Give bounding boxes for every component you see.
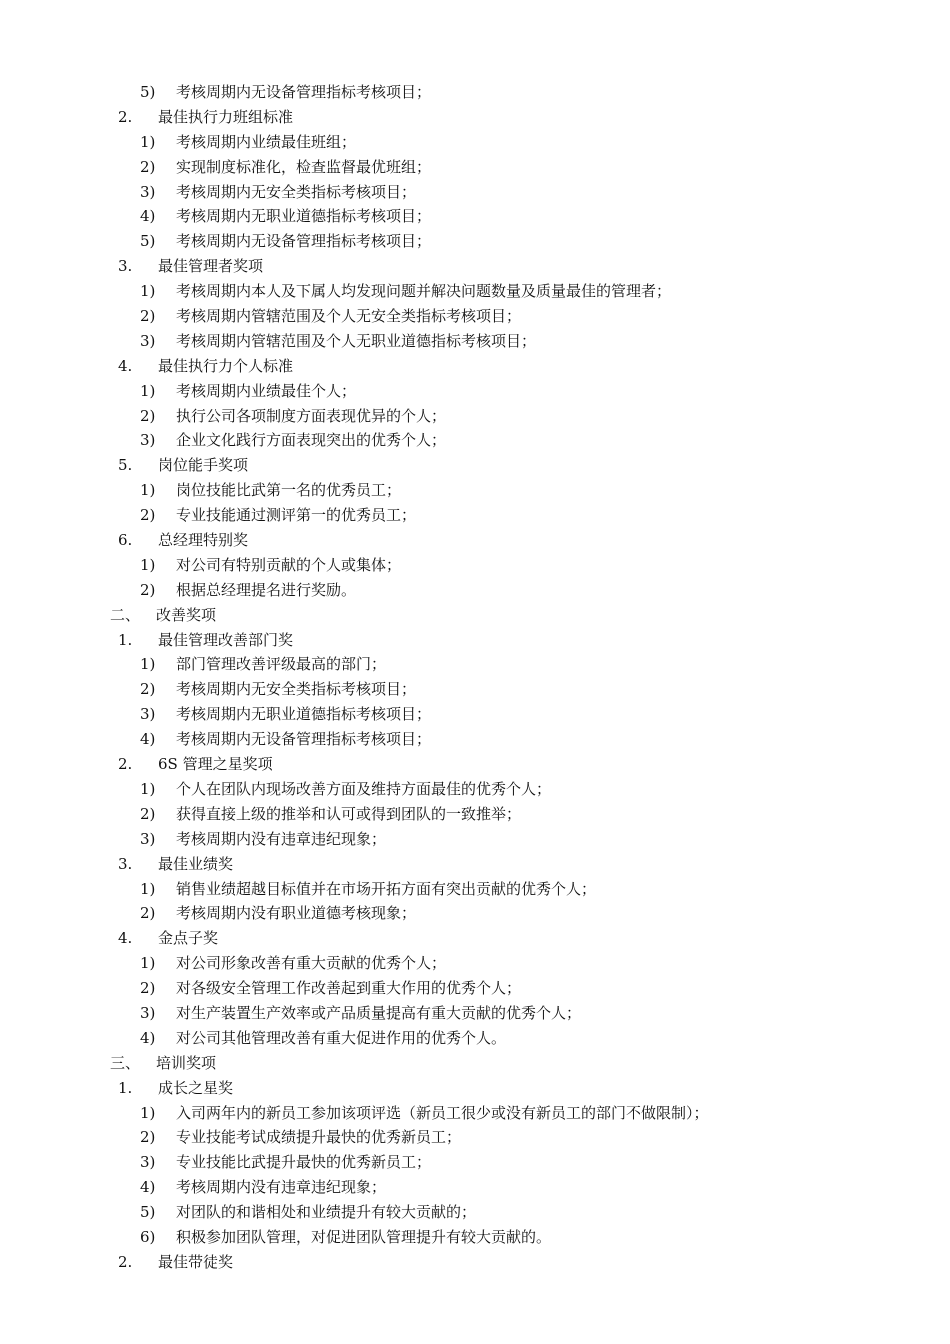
- item-number: 3.: [118, 854, 133, 873]
- item-number: 1.: [118, 630, 133, 649]
- subsection-heading: [0, 453, 950, 478]
- item-text: 对公司其他管理改善有重大促进作用的优秀个人。: [176, 1028, 507, 1047]
- item-number: 3): [140, 1153, 156, 1172]
- list-item: [0, 1150, 950, 1175]
- subsection-heading: [0, 926, 950, 951]
- list-item: [0, 553, 950, 578]
- item-number: 3): [140, 1003, 156, 1022]
- item-number: 2.: [118, 1252, 133, 1271]
- item-text: 专业技能比武提升最快的优秀新员工；: [176, 1153, 432, 1172]
- item-number: 4): [140, 730, 156, 749]
- item-number: 2): [140, 157, 156, 176]
- list-item: [0, 1101, 950, 1126]
- item-text: 实现制度标准化，检查监督最优班组；: [176, 157, 432, 176]
- list-item: [0, 901, 950, 926]
- list-item: [0, 204, 950, 229]
- item-text: 岗位能手奖项: [158, 456, 249, 475]
- item-text: 考核周期内没有违章违纪现象；: [176, 1178, 387, 1197]
- item-text: 最佳管理者奖项: [158, 257, 264, 276]
- item-number: 1): [140, 381, 156, 400]
- item-text: 成长之星奖: [158, 1078, 234, 1097]
- list-item: [0, 304, 950, 329]
- item-number: 1): [140, 1103, 156, 1122]
- item-number: 2.: [118, 107, 133, 126]
- item-text: 考核周期内业绩最佳班组；: [176, 132, 357, 151]
- item-number: 2): [140, 307, 156, 326]
- list-item: [0, 329, 950, 354]
- list-item: [0, 229, 950, 254]
- item-text: 对公司有特别贡献的个人或集体；: [176, 555, 402, 574]
- item-text: 最佳带徒奖: [158, 1252, 234, 1271]
- item-number: 4): [140, 1028, 156, 1047]
- item-number: 5): [140, 232, 156, 251]
- item-text: 岗位技能比武第一名的优秀员工；: [176, 481, 402, 500]
- item-number: 三、: [110, 1053, 141, 1072]
- list-item: [0, 951, 950, 976]
- item-number: 2): [140, 406, 156, 425]
- item-number: 3): [140, 705, 156, 724]
- item-text: 考核周期内业绩最佳个人；: [176, 381, 357, 400]
- list-item: [0, 503, 950, 528]
- item-number: 3.: [118, 257, 133, 276]
- item-text: 部门管理改善评级最高的部门；: [176, 655, 387, 674]
- item-number: 4): [140, 207, 156, 226]
- item-number: 6.: [118, 531, 133, 550]
- item-number: 3): [140, 829, 156, 848]
- list-item: [0, 727, 950, 752]
- subsection-heading: [0, 628, 950, 653]
- item-number: 1): [140, 879, 156, 898]
- item-number: 2): [140, 904, 156, 923]
- section-heading: [0, 603, 950, 628]
- list-item: [0, 1200, 950, 1225]
- list-item: [0, 1175, 950, 1200]
- item-text: 最佳执行力个人标准: [158, 356, 294, 375]
- item-text: 企业文化践行方面表现突出的优秀个人；: [176, 431, 447, 450]
- item-text: 积极参加团队管理，对促进团队管理提升有较大贡献的。: [176, 1227, 552, 1246]
- list-item: [0, 279, 950, 304]
- item-text: 考核周期内无职业道德指标考核项目；: [176, 705, 432, 724]
- item-text: 总经理特别奖: [158, 531, 249, 550]
- item-text: 个人在团队内现场改善方面及维持方面最佳的优秀个人；: [176, 779, 552, 798]
- item-text: 考核周期内无职业道德指标考核项目；: [176, 207, 432, 226]
- list-item: [0, 578, 950, 603]
- item-text: 改善奖项: [156, 605, 217, 624]
- item-number: 2): [140, 680, 156, 699]
- list-item: [0, 428, 950, 453]
- subsection-heading: [0, 1076, 950, 1101]
- list-item: [0, 702, 950, 727]
- list-item: [0, 1125, 950, 1150]
- item-number: 4): [140, 1178, 156, 1197]
- item-number: 2): [140, 580, 156, 599]
- list-item: [0, 379, 950, 404]
- list-item: [0, 877, 950, 902]
- item-number: 3): [140, 431, 156, 450]
- list-item: [0, 478, 950, 503]
- item-number: 2.: [118, 755, 133, 774]
- item-number: 6): [140, 1227, 156, 1246]
- list-item: [0, 976, 950, 1001]
- item-number: 1): [140, 779, 156, 798]
- list-item: [0, 404, 950, 429]
- item-number: 1): [140, 481, 156, 500]
- item-number: 3): [140, 182, 156, 201]
- list-item: [0, 802, 950, 827]
- item-text: 6S 管理之星奖项: [158, 755, 273, 774]
- item-text: 考核周期内没有职业道德考核现象；: [176, 904, 417, 923]
- item-text: 对生产装置生产效率或产品质量提高有重大贡献的优秀个人；: [176, 1003, 582, 1022]
- list-item: [0, 80, 950, 105]
- section-heading: [0, 1051, 950, 1076]
- item-number: 3): [140, 331, 156, 350]
- list-item: [0, 130, 950, 155]
- list-item: [0, 1026, 950, 1051]
- item-text: 考核周期内无安全类指标考核项目；: [176, 680, 417, 699]
- item-text: 考核周期内无设备管理指标考核项目；: [176, 83, 432, 101]
- item-number: 5): [140, 1203, 156, 1222]
- item-number: 4.: [118, 929, 133, 948]
- item-text: 考核周期内没有违章违纪现象；: [176, 829, 387, 848]
- item-text: 最佳管理改善部门奖: [158, 630, 294, 649]
- subsection-heading: [0, 105, 950, 130]
- item-number: 2): [140, 804, 156, 823]
- item-text: 金点子奖: [158, 929, 219, 948]
- item-text: 考核周期内管辖范围及个人无安全类指标考核项目；: [176, 307, 522, 326]
- list-item: [0, 180, 950, 205]
- subsection-heading: [0, 528, 950, 553]
- item-text: 执行公司各项制度方面表现优异的个人；: [176, 406, 447, 425]
- item-text: 最佳执行力班组标准: [158, 107, 294, 126]
- list-item: [0, 652, 950, 677]
- item-text: 对公司形象改善有重大贡献的优秀个人；: [176, 954, 447, 973]
- list-item: [0, 827, 950, 852]
- item-text: 考核周期内无设备管理指标考核项目；: [176, 730, 432, 749]
- item-number: 2): [140, 506, 156, 525]
- item-text: 考核周期内无设备管理指标考核项目；: [176, 232, 432, 251]
- subsection-heading: [0, 254, 950, 279]
- list-item: [0, 777, 950, 802]
- item-number: 1): [140, 282, 156, 301]
- item-text: 对各级安全管理工作改善起到重大作用的优秀个人；: [176, 979, 522, 998]
- item-text: 入司两年内的新员工参加该项评选（新员工很少或没有新员工的部门不做限制）；: [176, 1103, 709, 1122]
- document-body: [0, 80, 950, 1275]
- list-item: [0, 1001, 950, 1026]
- list-item: [0, 155, 950, 180]
- subsection-heading: [0, 752, 950, 777]
- item-text: 根据总经理提名进行奖励。: [176, 580, 357, 599]
- item-text: 专业技能考试成绩提升最快的优秀新员工；: [176, 1128, 462, 1147]
- item-text: 考核周期内本人及下属人均发现问题并解决问题数量及质量最佳的管理者；: [176, 282, 672, 301]
- item-number: 1): [140, 555, 156, 574]
- item-number: 1): [140, 655, 156, 674]
- item-number: 二、: [110, 605, 141, 624]
- item-number: 5.: [118, 456, 133, 475]
- item-text: 培训奖项: [156, 1053, 217, 1072]
- subsection-heading: [0, 354, 950, 379]
- item-number: 5): [140, 83, 156, 101]
- item-text: 销售业绩超越目标值并在市场开拓方面有突出贡献的优秀个人；: [176, 879, 597, 898]
- subsection-heading: [0, 852, 950, 877]
- item-text: 对团队的和谐相处和业绩提升有较大贡献的；: [176, 1203, 477, 1222]
- item-text: 考核周期内管辖范围及个人无职业道德指标考核项目；: [176, 331, 537, 350]
- item-number: 4.: [118, 356, 133, 375]
- list-item: [0, 677, 950, 702]
- subsection-heading: [0, 1250, 950, 1275]
- item-text: 最佳业绩奖: [158, 854, 234, 873]
- list-item: [0, 1225, 950, 1250]
- item-text: 专业技能通过测评第一的优秀员工；: [176, 506, 417, 525]
- item-text: 获得直接上级的推举和认可或得到团队的一致推举；: [176, 804, 522, 823]
- item-text: 考核周期内无安全类指标考核项目；: [176, 182, 417, 201]
- item-number: 2): [140, 979, 156, 998]
- item-number: 1): [140, 954, 156, 973]
- item-number: 1.: [118, 1078, 133, 1097]
- item-number: 2): [140, 1128, 156, 1147]
- item-number: 1): [140, 132, 156, 151]
